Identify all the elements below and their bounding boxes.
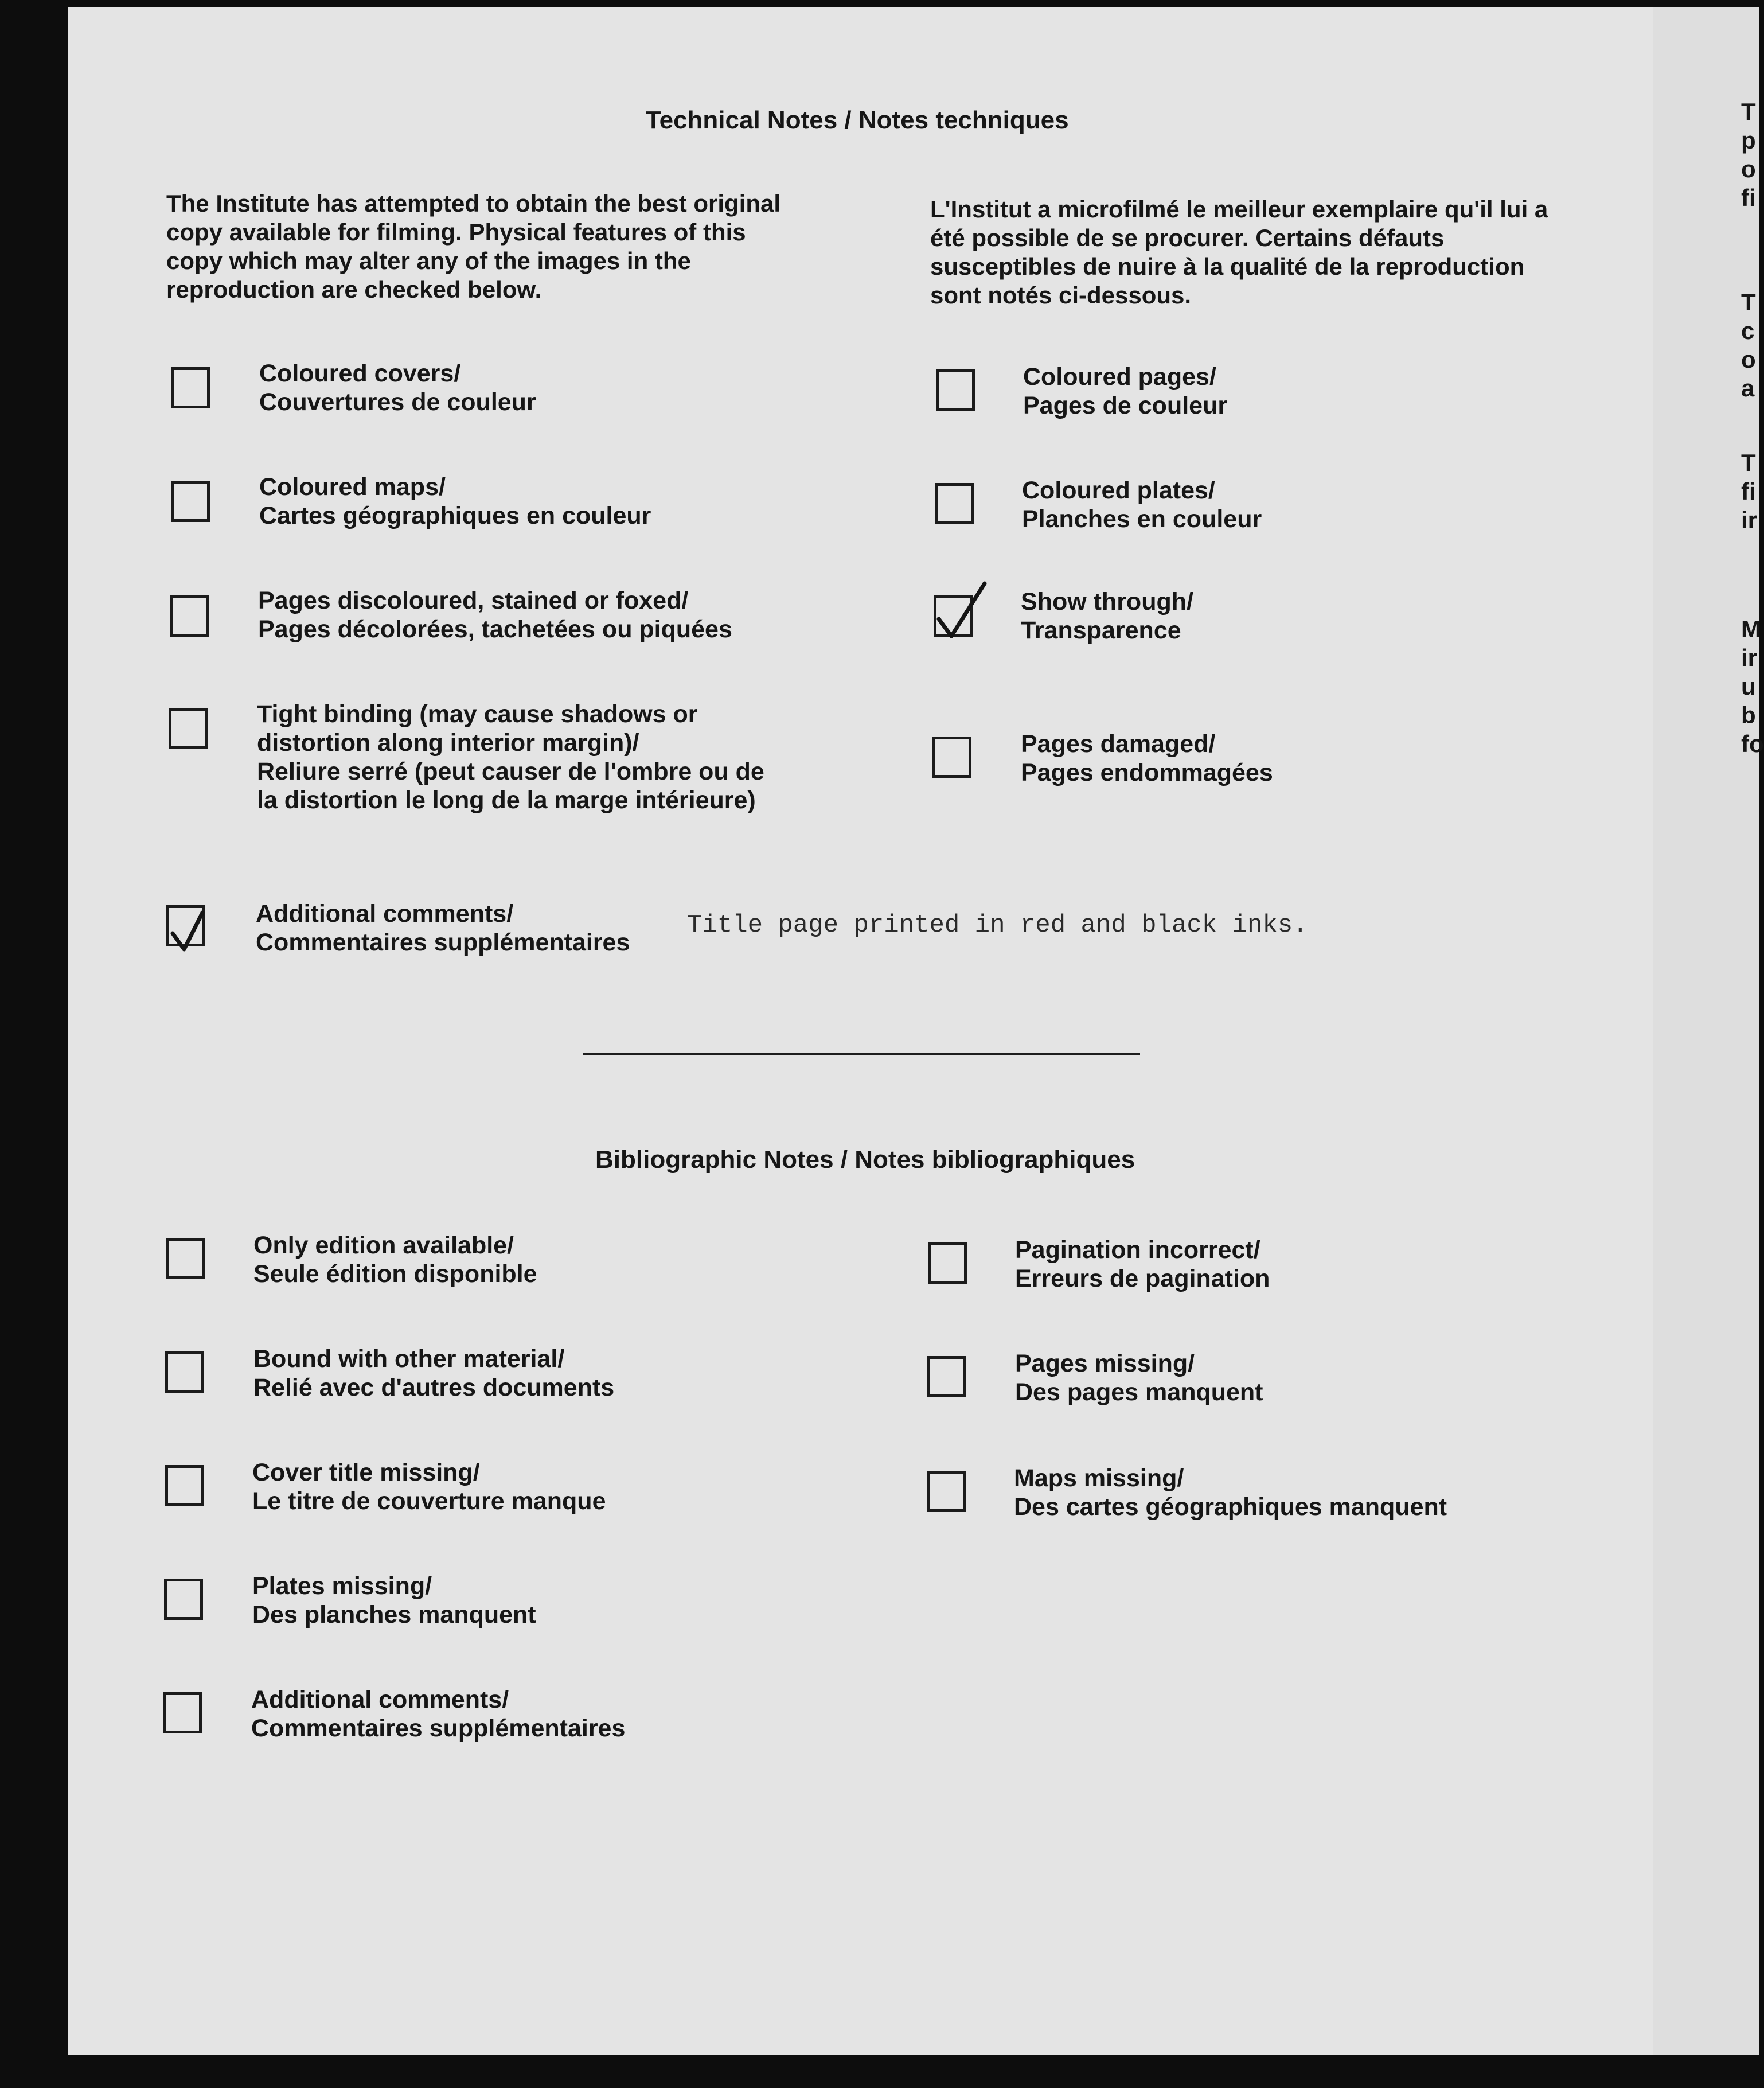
checkmark-icon — [934, 581, 986, 644]
bibliographic-notes-title: Bibliographic Notes / Notes bibliographiques — [595, 1146, 1135, 1174]
checkbox-cover-title-missing[interactable] — [165, 1465, 204, 1506]
technical-notes-title: Technical Notes / Notes techniques — [646, 106, 1069, 134]
checkbox-maps-missing[interactable] — [927, 1471, 966, 1512]
label-plates-missing: Plates missing/ Des planches manquent — [252, 1572, 536, 1629]
checkbox-show-through[interactable] — [934, 595, 973, 637]
section-divider — [583, 1053, 1140, 1055]
checkbox-plates-missing[interactable] — [164, 1579, 203, 1620]
checkbox-pages-discoloured[interactable] — [170, 595, 209, 637]
cut-text-block-1: T p o fi — [1741, 98, 1756, 211]
cut-text-block-2: T c o a — [1741, 289, 1756, 402]
checkbox-additional-comments-bibliographic[interactable] — [163, 1692, 202, 1733]
label-pagination-incorrect: Pagination incorrect/ Erreurs de pagination — [1015, 1236, 1270, 1292]
cut-text-block-3: T fi ir — [1741, 449, 1758, 533]
label-bound-with: Bound with other material/ Relié avec d'autres documents — [253, 1345, 615, 1401]
label-coloured-maps: Coloured maps/ Cartes géographiques en couleur — [259, 473, 651, 529]
checkbox-only-edition[interactable] — [166, 1238, 205, 1279]
checkmark-icon — [167, 905, 218, 968]
checkbox-tight-binding[interactable] — [169, 708, 208, 749]
checkbox-additional-comments-technical[interactable] — [166, 905, 205, 946]
label-additional-comments-technical: Additional comments/ Commentaires supplémentaires — [256, 900, 630, 956]
checkbox-pagination-incorrect[interactable] — [928, 1242, 967, 1284]
label-coloured-plates: Coloured plates/ Planches en couleur — [1022, 477, 1262, 533]
checkbox-coloured-pages[interactable] — [936, 369, 975, 411]
label-additional-comments-bibliographic: Additional comments/ Commentaires supplémentaires — [251, 1686, 626, 1742]
checkbox-bound-with[interactable] — [165, 1351, 204, 1393]
label-tight-binding: Tight binding (may cause shadows or distortion along interior margin)/ Reliure serré (peut causer de l'ombre ou de la distortion le long de la marge intérieure) — [257, 700, 764, 814]
label-cover-title-missing: Cover title missing/ Le titre de couverture manque — [252, 1459, 606, 1515]
intro-english: The Institute has attempted to obtain the best original copy available for filming. Physical features of this copy which may alter any of the images in the reproduction are checked below. — [166, 190, 781, 303]
label-coloured-covers: Coloured covers/ Couvertures de couleur — [259, 360, 536, 416]
checkbox-pages-damaged[interactable] — [932, 737, 971, 778]
checkbox-pages-missing[interactable] — [927, 1356, 966, 1397]
adjacent-page-edge — [1653, 7, 1764, 2055]
label-pages-damaged: Pages damaged/ Pages endommagées — [1021, 730, 1273, 786]
checkbox-coloured-maps[interactable] — [171, 481, 210, 522]
technical-notes-sheet — [68, 7, 1653, 2055]
checkbox-coloured-covers[interactable] — [171, 367, 210, 408]
additional-comment-text: Title page printed in red and black inks. — [687, 911, 1308, 940]
label-maps-missing: Maps missing/ Des cartes géographiques manquent — [1014, 1464, 1447, 1521]
label-coloured-pages: Coloured pages/ Pages de couleur — [1023, 363, 1228, 419]
cut-text-block-4: M ir u b fo — [1741, 616, 1764, 757]
label-pages-missing: Pages missing/ Des pages manquent — [1015, 1350, 1263, 1406]
intro-french: L'Institut a microfilmé le meilleur exemplaire qu'il lui a été possible de se procurer. Certains défauts susceptibles de nuire à la qualité de la reproduction sont notés ci-dessous. — [930, 196, 1548, 309]
label-show-through: Show through/ Transparence — [1021, 588, 1193, 644]
label-pages-discoloured: Pages discoloured, stained or foxed/ Pages décolorées, tachetées ou piquées — [258, 587, 732, 643]
label-only-edition: Only edition available/ Seule édition disponible — [253, 1232, 537, 1288]
checkbox-coloured-plates[interactable] — [935, 483, 974, 524]
